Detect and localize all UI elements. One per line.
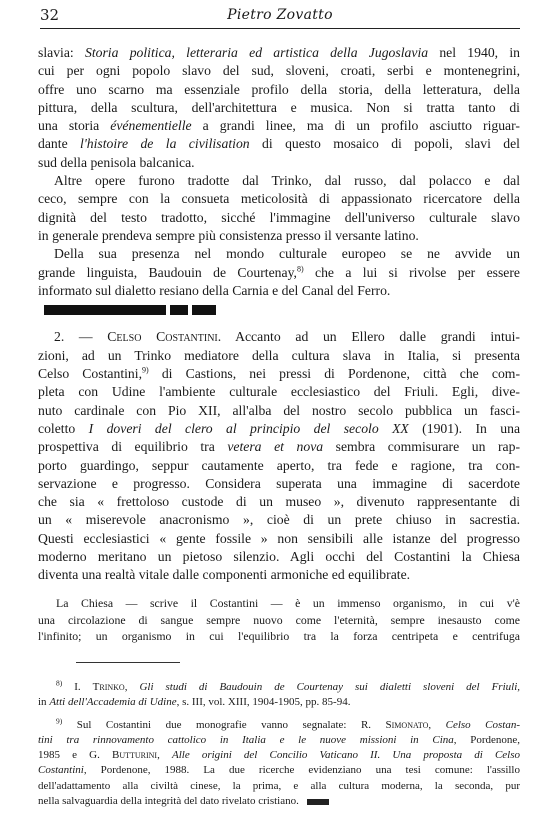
footnotes <box>38 680 520 809</box>
page-number: 32 <box>40 6 60 24</box>
text-line: offre uno scarno ma essenziale profilo della storia, della letteratura, della <box>38 81 520 97</box>
text-line: pleta con Udine l'ambiente culturale ecclesiastico del Friuli. Egli, dive- <box>38 384 520 400</box>
text-line: slavia: Storia politica, letteraria ed artistica della Jugoslavia nel 1940, in <box>38 45 520 60</box>
text-line: nuto cardinale con Pio XII, all'alba del nostro secolo pubblica un fasci- <box>38 402 520 418</box>
section-heading-line: 2. — Celso Costantini. Accanto ad un Ellero dalle grandi intui- <box>54 329 520 345</box>
text-line: diventa una realtà vitale dalle componenti armoniche ed equilibrate. <box>38 567 411 583</box>
redaction-bar <box>44 305 166 315</box>
text-line: Altre opere furono tradotte dal Trinko, dal russo, dal polacco e dal <box>54 173 520 189</box>
footnote-ref: 8) <box>296 264 304 273</box>
text-line: porto guardingo, seppur cautamente aperto, tra fede e ragione, tra con- <box>38 457 520 473</box>
text-line: informato sul dialetto resiano della Carnia e del Canal del Ferro. <box>38 282 391 298</box>
redaction-bar <box>192 305 216 315</box>
quote-line: una circolazione di sangue sempre nuovo come l'eternità, sempre inesausto come <box>38 612 520 627</box>
footnote-line: nella salvaguardia della integrità del dato rivelato cristiano. <box>38 794 520 809</box>
footnote-line: 1985 e G. Butturini, Alle origini del Concilio Vaticano II. Una proposta di Celso <box>38 749 521 762</box>
page-header <box>40 6 520 28</box>
text-line: pittura, della scultura, dell'architettura e musica. Non si tratta tanto di <box>38 99 520 115</box>
footnote-line: dell'adattamento alla civiltà cinese, la prima, e alla cultura moderna, la seconda, pur <box>38 779 520 792</box>
main-text <box>38 44 520 585</box>
quote-line: l'infinito; un organismo in cui l'equilibrio tra la forza centripeta e centrifuga <box>38 629 520 643</box>
footnote-9: $^{9)}$ Sul Costantini due monografie vanno segnalate: R. Simonato, Celso Costan- <box>56 715 520 731</box>
text-line: coletto I doveri del clero al principio del secolo XX (1901). In una <box>38 420 521 436</box>
text-line: servazione e progresso. Considera superata una immagine di sacerdote <box>38 475 520 491</box>
text-line: un « miserevole anacronismo », cioè di un prete chiuso in sacrestia. <box>38 512 520 528</box>
section-heading: Celso Costantini <box>107 329 218 345</box>
text-line: dignità del testo tradotto, sicché l'immagine dell'universo culturale slavo <box>38 209 520 225</box>
quote-line: La Chiesa — scrive il Costantini — è un immenso organismo, in cui v'è <box>56 596 520 610</box>
running-title: Pietro Zovatto <box>227 7 333 23</box>
ink-speck <box>307 799 329 805</box>
redacted-line <box>38 300 520 318</box>
text-line: Della sua presenza nel mondo culturale europeo se ne avvide un <box>54 246 520 262</box>
footnote-line: tini tra rinnovamento cattolico in Italia e le nuove missioni in Cina, Pordenone, <box>38 733 520 746</box>
text-line: in generale prendeva sempre più consistenza presso il versante latino. <box>38 227 419 243</box>
text-line: grande linguista, Baudouin de Courtenay,$^{8)}$ che a lui si rivolse per essere <box>38 264 521 280</box>
text-line: zioni, ad un Trinko mediatore della cultura slava in Italia, si presenta <box>38 347 520 363</box>
text-line: ceco, sempre con la consueta meticolosità di appassionato ricercatore della <box>38 191 520 207</box>
footnote-separator <box>76 662 180 663</box>
text-line: Celso Costantini,$^{9)}$ di Castions, nei pressi di Pordenone, città che com- <box>38 365 520 382</box>
header-rule <box>40 28 520 29</box>
redaction-bar <box>170 305 188 315</box>
text-line: sud della penisola balcanica. <box>38 154 195 170</box>
footnote-8: $^{8)}$ I. Trinko, Gli studi di Baudouin de Courtenay sui dialetti sloveni del Friuli, <box>56 678 521 693</box>
text-line: una storia événementielle a grandi linee, ma di un profilo asciutto riguar- <box>38 118 520 134</box>
text-line: cui per ogni popolo slavo del sud, sloveni, croati, serbi e montenegrini, <box>38 63 520 79</box>
footnote-ref: 9) <box>142 365 149 375</box>
text-line: prospettiva di equilibrio tra vetera et nova sembra commisurare un rap- <box>38 439 521 455</box>
text-line: moderno meritano un pietoso silenzio. Agli occhi del Costantini la Chiesa <box>38 549 520 565</box>
text-line: dante l'histoire de la civilisation di questo mosaico di popoli, slavi del <box>38 136 520 152</box>
block-quote <box>38 595 520 645</box>
text-line: che sia « frettoloso custode di un museo », divenuto rappresentante di <box>38 494 520 510</box>
footnote-line: Costantini, Pordenone, 1988. La due ricerche evidenziano una tesi comune: l'assillo <box>38 764 520 777</box>
text-line: Questi ecclesiastici « gente fossile » non sensibili alle istanze del progresso <box>38 530 520 546</box>
footnote-line: in Atti dell'Accademia di Udine, s. III, vol. XIII, 1904-1905, pp. 85-94. <box>38 696 351 709</box>
